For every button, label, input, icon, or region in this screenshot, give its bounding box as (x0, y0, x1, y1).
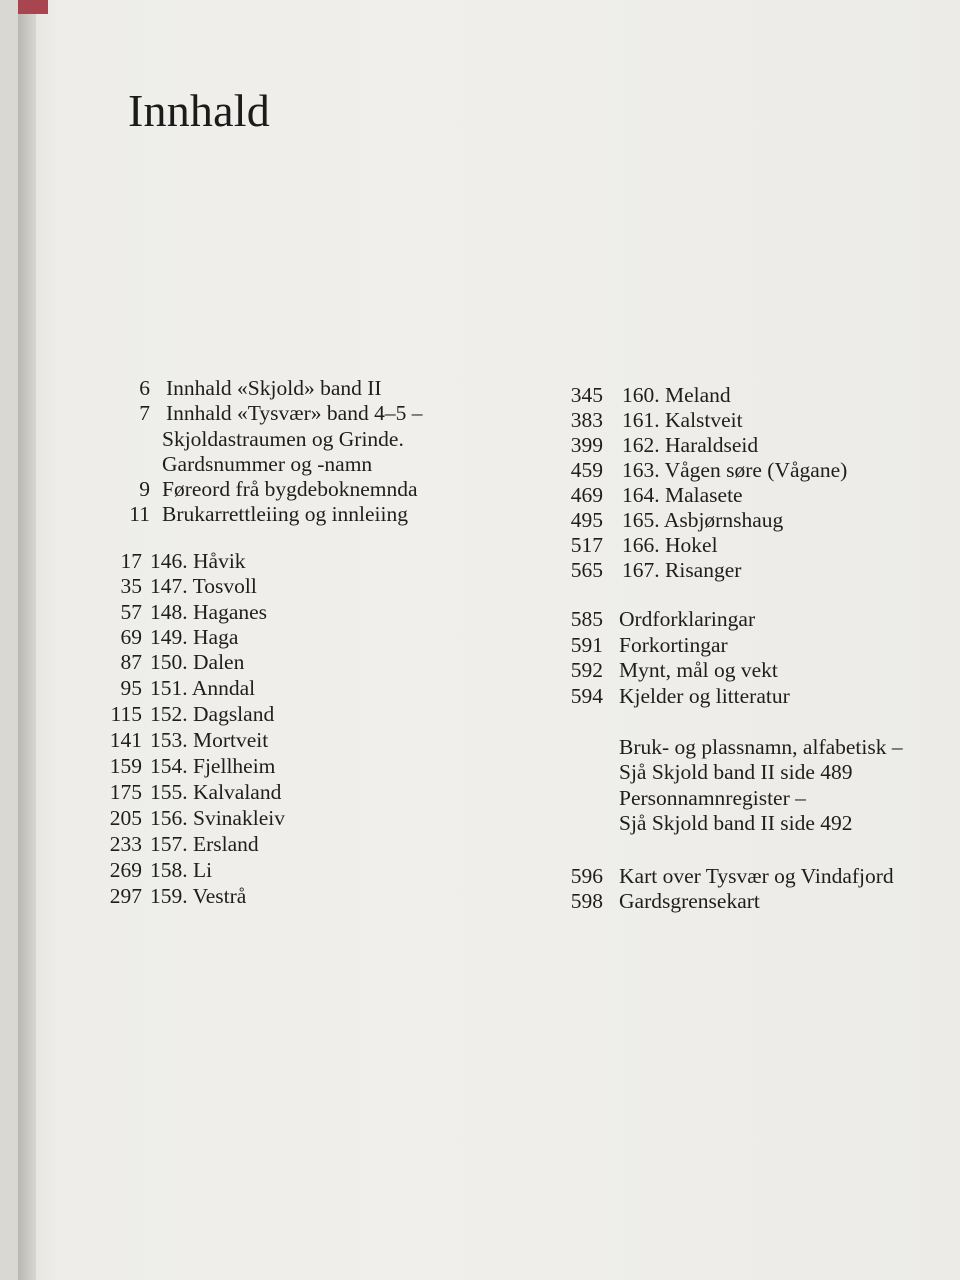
toc-entry-text: Kjelder og litteratur (619, 684, 790, 708)
toc-entry-text: Føreord frå bygdeboknemnda (162, 477, 418, 501)
toc-entry-text: 157. Ersland (150, 832, 259, 856)
toc-entry-text: 154. Fjellheim (150, 754, 276, 778)
toc-page-number: 115 (110, 702, 142, 726)
toc-entry-text: 151. Anndal (150, 676, 256, 700)
toc-page-number: 6 (139, 376, 150, 400)
toc-entry-text: Mynt, mål og vekt (619, 658, 778, 682)
toc-entry-text: Innhald «Tysvær» band 4–5 – (166, 401, 423, 425)
toc-page-number: 269 (109, 858, 142, 882)
toc-page-number: 11 (129, 502, 150, 526)
toc-page-number: 596 (570, 864, 603, 888)
toc-page-number: 205 (109, 806, 142, 830)
toc-page-number: 57 (120, 600, 142, 624)
toc-entry-text: Forkortingar (619, 633, 728, 657)
toc-entry-continuation: Gardsnummer og -namn (162, 452, 373, 476)
toc-entry-continuation: Skjoldastraumen og Grinde. (162, 427, 404, 451)
toc-page-number: 345 (570, 383, 603, 407)
toc-entry-text: 162. Haraldseid (622, 433, 759, 457)
toc-entry-text: Innhald «Skjold» band II (166, 376, 382, 400)
toc-page-number: 233 (109, 832, 142, 856)
toc-page-number: 592 (570, 658, 603, 682)
toc-page-number: 35 (120, 574, 142, 598)
toc-right-column (548, 0, 958, 1280)
toc-entry-text: 166. Hokel (622, 533, 718, 557)
toc-page-number: 399 (570, 433, 603, 457)
toc-page-number: 69 (120, 625, 142, 649)
toc-entry-text: 167. Risanger (622, 558, 742, 582)
toc-page-number: 17 (120, 549, 142, 573)
toc-page-number: 297 (109, 884, 142, 908)
toc-page-number: 591 (570, 633, 603, 657)
toc-entry-text: Bruk- og plassnamn, alfabetisk – (619, 735, 903, 759)
toc-entry-text: 150. Dalen (150, 650, 245, 674)
book-binding (18, 0, 36, 1280)
toc-page-number: 95 (120, 676, 142, 700)
toc-entry-text: 155. Kalvaland (150, 780, 282, 804)
toc-entry-text: 148. Haganes (150, 600, 268, 624)
book-page (18, 0, 960, 1280)
toc-page-number: 598 (570, 889, 603, 913)
book-cover-edge (18, 0, 48, 14)
toc-page-number: 517 (570, 533, 603, 557)
toc-entry-text: Brukarrettleiing og innleiing (162, 502, 409, 526)
toc-page-number: 495 (570, 508, 603, 532)
toc-page-number: 565 (570, 558, 603, 582)
toc-entry-text: 163. Vågen søre (Vågane) (622, 458, 848, 482)
toc-entry-text: 147. Tosvoll (150, 574, 257, 598)
toc-page-number: 175 (109, 780, 142, 804)
toc-page-number: 459 (570, 458, 603, 482)
toc-entry-text: Sjå Skjold band II side 489 (619, 760, 853, 784)
toc-entry-text: 149. Haga (150, 625, 239, 649)
toc-page-number: 9 (139, 477, 150, 501)
toc-page-number: 141 (109, 728, 142, 752)
toc-entry-text: Personnamnregister – (619, 786, 806, 810)
toc-entry-text: Sjå Skjold band II side 492 (619, 811, 853, 835)
toc-entry-text: 146. Håvik (150, 549, 246, 573)
toc-page-number: 87 (120, 650, 142, 674)
toc-entry-text: Kart over Tysvær og Vindafjord (619, 864, 894, 888)
toc-page-number: 585 (570, 607, 603, 631)
toc-entry-text: Ordforklaringar (619, 607, 756, 631)
toc-page-number: 594 (570, 684, 603, 708)
toc-entry-text: 152. Dagsland (150, 702, 275, 726)
toc-entry-text: Gardsgrensekart (619, 889, 760, 913)
toc-entry-text: 159. Vestrå (150, 884, 247, 908)
toc-page-number: 383 (570, 408, 603, 432)
toc-entry-text: 156. Svinakleiv (150, 806, 285, 830)
toc-page-number: 159 (109, 754, 142, 778)
toc-page-number: 469 (570, 483, 603, 507)
toc-entry-text: 164. Malasete (622, 483, 743, 507)
toc-entry-text: 165. Asbjørnshaug (622, 508, 784, 532)
page-title: Innhald (128, 85, 270, 136)
toc-entry-text: 153. Mortveit (150, 728, 269, 752)
toc-page-number: 7 (139, 401, 150, 425)
toc-left-column (90, 0, 510, 1280)
toc-entry-text: 158. Li (150, 858, 213, 882)
toc-entry-text: 160. Meland (622, 383, 731, 407)
toc-entry-text: 161. Kalstveit (622, 408, 743, 432)
